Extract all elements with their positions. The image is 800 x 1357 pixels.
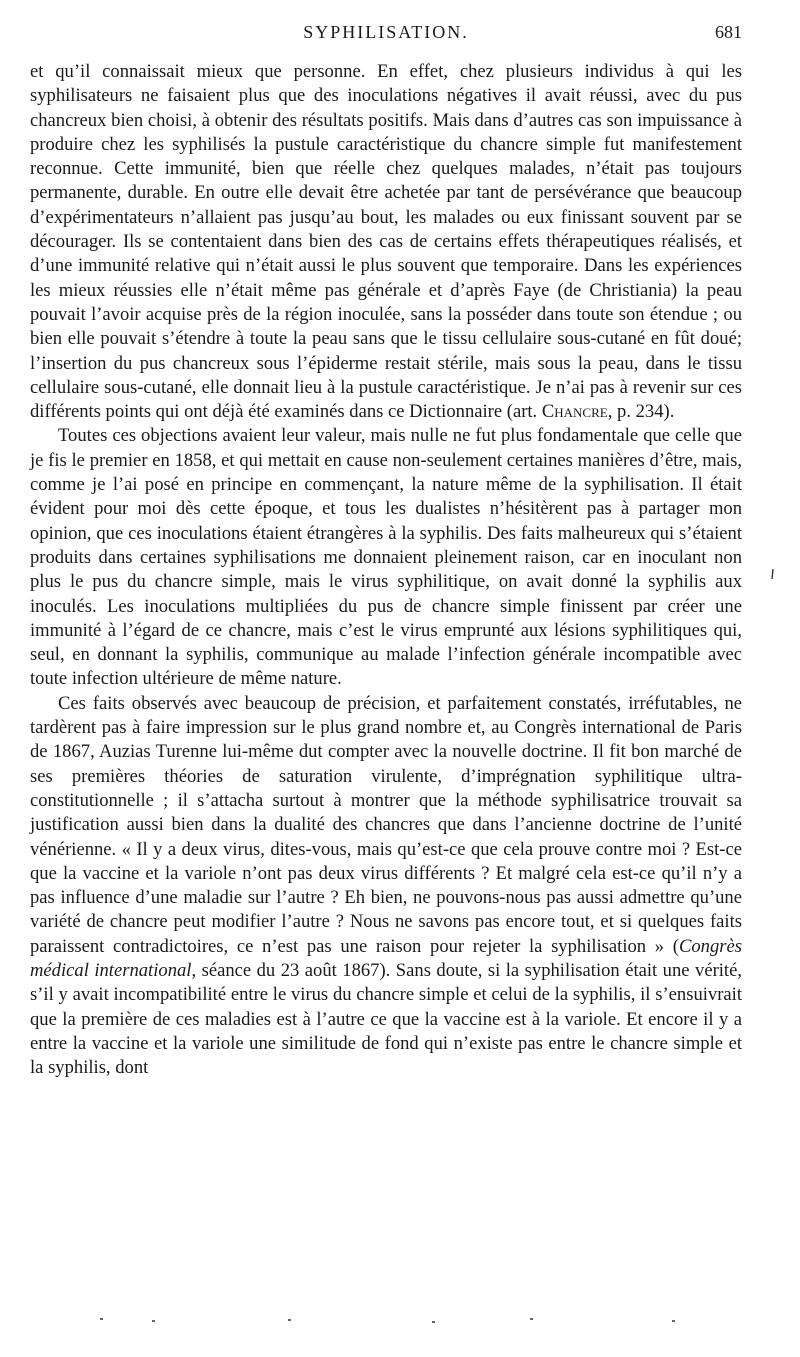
paragraph-3 <box>30 692 742 1081</box>
running-title: SYPHILISATION. <box>303 22 469 42</box>
paragraph-1-text: et qu’il connaissait mieux que personne. En effet, chez plusieurs individus à qui les syphilisateurs ne faisaient plus que des inoculations négatives il avait réussi, avec du pus chancreux bien choisi, à obtenir des résultats positifs. Mais dans d’autres cas son impuissance à produire chez les syphilisés la pustule caractéristique du chancre simple fut manifestement reconnue. Cette immunité, bien que réelle chez quelques malades, n’était pas toujours permanente, durable. En outre elle devait être achetée par tant de persévérance que beaucoup d’expérimentateurs n’allaient pas jusqu’au bout, les malades ou eux finissant souvent par se décourager. Ils se contentaient dans bien des cas de certains effets thérapeutiques réalisés, et d’une immunité relative qui n’était aussi le plus souvent que temporaire. Dans les expériences les mieux réussies elle n’était même pas générale et d’après Faye (de Christiania) la peau pouvait l’avoir acquise près de la région inoculée, sans la posséder dans toute son étendue ; ou bien elle pouvait s’étendre à toute la peau sans que le tissu cellulaire sous-cutané en fût doué; l’insertion du pus chancreux sous l’épiderme restait stérile, mais sous la peau, dans le tissu cellulaire sous-cutané, elle donnait lieu à la pustule caractéristique. Je n’ai pas à revenir sur ces différents points qui ont déjà été examinés dans ce Dictionnaire (art. <box>30 61 742 423</box>
body-text <box>30 60 742 1080</box>
speck <box>432 1321 435 1323</box>
margin-mark <box>770 568 776 578</box>
speck <box>288 1319 291 1321</box>
speck <box>530 1318 533 1320</box>
speck <box>152 1320 155 1322</box>
page-number: 681 <box>715 22 742 42</box>
paragraph-2: Toutes ces objections avaient leur valeur, mais nulle ne fut plus fondamentale que celle que je fis le premier en 1858, et qui mettait en cause non-seulement certaines manières d’être, mais, comme je l’ai posé en principe en commençant, la nature même de la syphilisation. Il était évident pour moi dès cette époque, et tous les dualistes n’hésitèrent pas à partager mon opinion, que ces inoculations étaient étrangères à la syphilis. Des faits malheureux qui s’étaient produits dans certaines syphilisations me donnaient pleinement raison, car en inoculant non plus le pus du chancre simple, mais le virus syphilitique, on avait donné la syphilis aux inoculés. Les inoculations multipliées du pus de chancre simple finissent par créer une immunité à l’égard de ce chancre, mais c’est le virus emprunté aux lésions syphilitiques qui, seul, en donnant la syphilis, communique au malade l’infection générale incompatible avec toute infection ultérieure de même nature. <box>30 425 742 690</box>
chancre-reference: Chancre <box>541 401 608 423</box>
running-head <box>30 22 742 48</box>
footer-specks <box>60 1316 700 1326</box>
paragraph-3-text-end: , séance du 23 août 1867). Sans doute, si la syphilisation était une vérité, s’il y avait incompatibilité entre le virus du chancre simple et celui de la syphilis, il s’ensuivrait que la première de ces maladies est à l’autre ce que la vaccine est à la variole. Et encore il y a entre la vaccine et la variole une similitude de fond qui n’existe pas entre le chancre simple et la syphilis, dont <box>30 959 742 1079</box>
speck <box>100 1318 103 1320</box>
margin-tick-icon <box>770 569 776 579</box>
paragraph-1 <box>30 60 742 424</box>
speck <box>672 1320 675 1322</box>
document-page <box>30 0 770 1357</box>
congress-citation: Congrès médical international <box>30 935 742 981</box>
paragraph-1-text-end: , p. 234). <box>607 401 675 423</box>
paragraph-3-text: Ces faits observés avec beaucoup de précision, et parfaitement constatés, irréfutables, ne tardèrent pas à faire impression sur le plus grand nombre et, au Congrès international de Paris de 1867, Auzias Turenne lui-même dut compter avec la nouvelle doctrine. Il fit bon marché de ses premières théories de saturation virulente, d’imprégnation syphilitique ultra-constitutionnelle ; il s’attacha surtout à montrer que la méthode syphilisatrice trouvait sa justification aussi bien dans la dualité des chancres que dans l’ancienne doctrine de l’unité vénérienne. « Il y a deux virus, dites-vous, mais qu’est-ce que cela prouve contre moi ? Est-ce que la vaccine et la variole n’ont pas deux virus différents ? Et malgré cela est-ce qu’il n’y a pas influence d’une maladie sur l’autre ? Eh bien, ne pouvons-nous pas aussi admettre qu’une variété de chancre peut modifier l’autre ? Nous ne savons pas encore tout, et si quelques faits paraissent contradictoires, ce n’est pas une raison pour rejeter la syphilisation » ( <box>30 692 742 957</box>
